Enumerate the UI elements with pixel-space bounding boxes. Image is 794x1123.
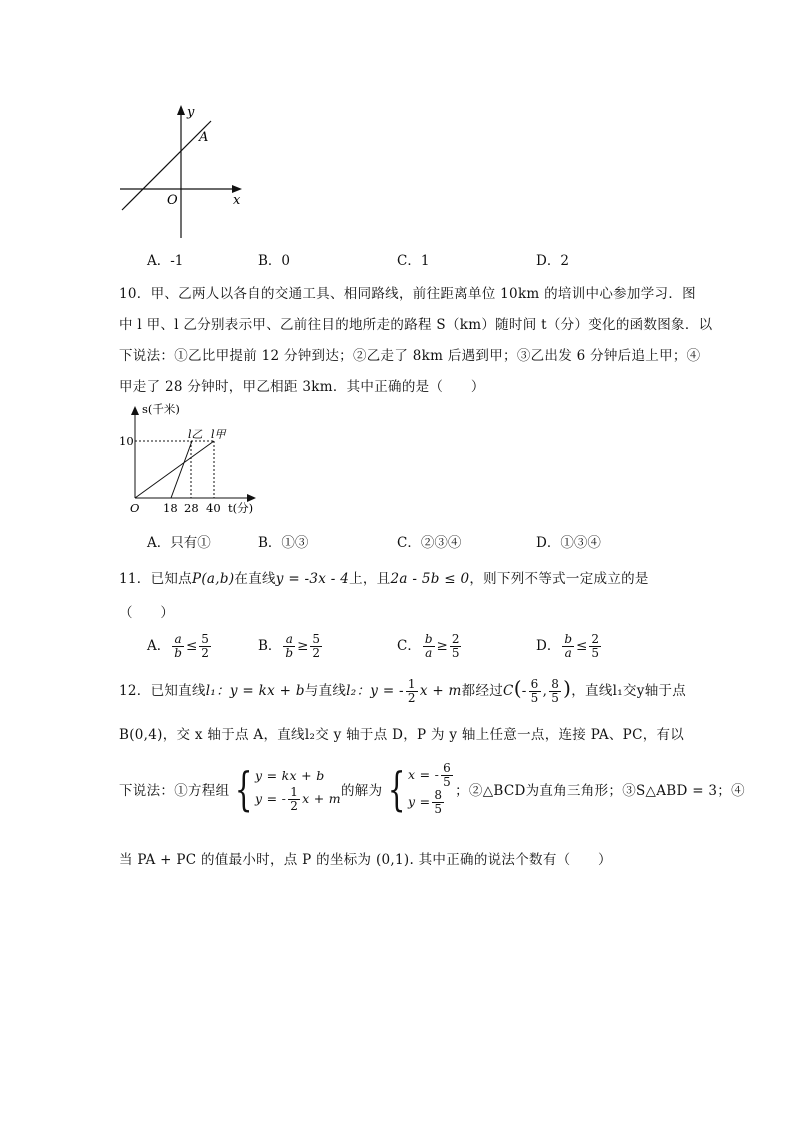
tick-t18: 18 bbox=[163, 501, 178, 515]
rhs-fraction: $\frac{2}{5}$ bbox=[591, 632, 599, 660]
option-label: A． bbox=[147, 638, 171, 654]
system-brace: { bbox=[235, 762, 254, 816]
option-label: B． bbox=[258, 638, 282, 654]
rhs-fraction: $\frac{5}{2}$ bbox=[312, 632, 321, 660]
label-origin: O bbox=[167, 193, 178, 208]
label-l-jia: l甲 bbox=[211, 428, 226, 441]
lhs-fraction: $\frac{a}{b}$ bbox=[285, 632, 294, 660]
q11-paren: （ ） bbox=[119, 605, 175, 621]
q10-line-3: 下说法：①乙比甲提前 12 分钟到达；②乙走了 8km 后遇到甲；③乙出发 6 分钟后追上甲；④ bbox=[119, 348, 701, 364]
q11-option-b[interactable] bbox=[258, 633, 324, 660]
q11-post: ，则下列不等式一定成立的是 bbox=[469, 571, 649, 587]
q12-line3-pre: 下说法：①方程组 bbox=[119, 783, 230, 799]
q11-option-d[interactable] bbox=[536, 633, 603, 660]
c-paren-open: ( bbox=[513, 676, 522, 700]
c-paren-close: ) bbox=[563, 676, 572, 700]
q12-line-4: 当 PA + PC 的值最小时，点 P 的坐标为 (0,1). 其中正确的说法个数有（ ） bbox=[119, 852, 612, 868]
option-label: C． bbox=[397, 638, 421, 654]
label-l-yi: l乙 bbox=[188, 428, 203, 441]
solution-brace: { bbox=[388, 762, 407, 816]
c-x-fraction: $\frac{6}{5}$ bbox=[530, 677, 539, 705]
lhs-fraction: $\frac{b}{a}$ bbox=[424, 632, 433, 660]
q10-line-1: 10．甲、乙两人以各自的交通工具、相同路线，前往距离单位 10km 的培训中心参加学习．图 bbox=[119, 286, 696, 302]
option-label: D． bbox=[536, 638, 561, 654]
xlabel: t(分) bbox=[228, 501, 254, 515]
q10-line-2: 中 l 甲、l 乙分别表示甲、乙前往目的地所走的路程 S（km）随时间 t（分）变化的函数图象．以 bbox=[119, 317, 713, 333]
figure-q9-graph bbox=[110, 100, 250, 240]
rhs-fraction: $\frac{5}{2}$ bbox=[201, 632, 209, 660]
rhs-fraction: $\frac{2}{5}$ bbox=[451, 632, 460, 660]
q12-sol-pre: 的解为 bbox=[340, 783, 383, 799]
q11-stem bbox=[119, 567, 649, 587]
tick-t28: 28 bbox=[184, 501, 199, 515]
label-origin: O bbox=[130, 501, 140, 515]
q11-point: P(a,b) bbox=[191, 571, 235, 587]
q11-mid: 在直线 bbox=[234, 571, 276, 587]
q11-line-eq: y = -3x - 4 bbox=[275, 571, 350, 587]
label-y: y bbox=[187, 105, 195, 120]
lhs-fraction: $\frac{a}{b}$ bbox=[174, 632, 182, 660]
q11-mid2: 上，且 bbox=[349, 571, 391, 587]
ylabel: s(千米) bbox=[142, 402, 180, 416]
q12-line-3 bbox=[119, 762, 745, 816]
q10-option-b[interactable]: B．①③ bbox=[258, 535, 309, 551]
op: ≥ bbox=[297, 638, 309, 654]
q11-pre: 11．已知点 bbox=[119, 571, 192, 587]
op: ≥ bbox=[436, 638, 448, 654]
q12-with: 与直线 bbox=[304, 683, 347, 699]
q12-pre: 12．已知直线 bbox=[119, 683, 206, 699]
y-axis-arrow bbox=[131, 406, 139, 415]
equation-system: y = kx + b y = - $\frac{1}{2}$ x + m bbox=[254, 767, 341, 813]
q12-c-text: 都经过 bbox=[461, 683, 504, 699]
op: ≤ bbox=[576, 638, 588, 654]
q11-option-a[interactable] bbox=[147, 633, 213, 660]
half-fraction: $\frac{1}{2}$ bbox=[407, 677, 416, 705]
q11-option-c[interactable] bbox=[397, 633, 463, 660]
y-axis-arrow bbox=[177, 105, 185, 115]
q12-l1-eq: l₁：y = kx + b bbox=[205, 683, 305, 699]
q10-option-c[interactable]: C．②③④ bbox=[397, 535, 462, 551]
q9-option-a[interactable]: A．-1 bbox=[147, 253, 184, 269]
q9-option-b[interactable]: B．0 bbox=[258, 253, 291, 269]
q10-option-d[interactable]: D．①③④ bbox=[536, 535, 601, 551]
q9-option-d[interactable]: D．2 bbox=[536, 253, 569, 269]
op: ≤ bbox=[185, 638, 198, 654]
lhs-fraction: $\frac{b}{a}$ bbox=[564, 632, 573, 660]
q12-c-point: C bbox=[503, 683, 514, 699]
tick-y10: 10 bbox=[119, 434, 134, 448]
label-x: x bbox=[233, 193, 241, 208]
label-a: A bbox=[199, 130, 209, 145]
q12-line-1: 12．已知直线l₁：y = kx + b与直线l₂：y = - $\frac{1}{2}$ x + m都经过C(- $\frac{6}{5}$ , $\frac{8}{5}$ )，直线l₁交y轴于点 bbox=[119, 676, 687, 705]
q12-l2-eq: l₂：y = - bbox=[346, 683, 404, 699]
q9-option-c[interactable]: C．1 bbox=[397, 253, 430, 269]
solution-system: x = - $\frac{6}{5}$ y = $\frac{8}{5}$ bbox=[407, 761, 452, 816]
tick-t40: 40 bbox=[206, 501, 221, 515]
figure-q10-graph bbox=[112, 398, 262, 518]
x-axis-arrow bbox=[232, 185, 242, 193]
q11-cond: 2a - 5b ≤ 0 bbox=[390, 571, 470, 587]
q12-l1-tail: ，直线l₁交y轴于点 bbox=[571, 683, 687, 699]
c-y-fraction: $\frac{8}{5}$ bbox=[551, 677, 560, 705]
q12-l2-tail: x + m bbox=[419, 683, 462, 699]
q12-line3-post: ；②△BCD为直角三角形；③S△ABD = 3；④ bbox=[455, 783, 745, 799]
q10-line-4: 甲走了 28 分钟时，甲乙相距 3km．其中正确的是（ ） bbox=[119, 379, 485, 395]
q12-line-2: B(0,4)，交 x 轴于点 A，直线l₂交 y 轴于点 D，P 为 y 轴上任意一点，连接 PA、PC，有以 bbox=[119, 727, 685, 743]
q10-option-a[interactable]: A．只有① bbox=[147, 535, 211, 551]
